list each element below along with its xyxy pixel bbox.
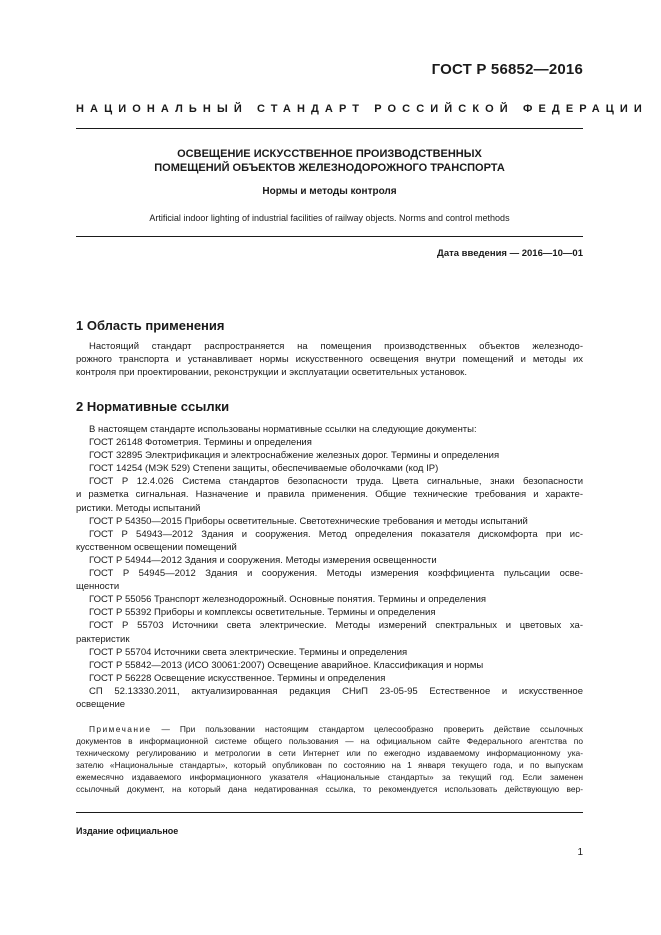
reference-line: ГОСТ 32895 Электрификация и электроснабжение железных дорог. Термины и определения [89,450,500,462]
introduction-date: Дата введения — 2016—10—01 [437,248,583,259]
reference-line: кусственном освещении помещений [76,541,237,553]
reference-line: ГОСТ Р 54943—2012 Здания и сооружения. Метод определения показателя дискомфорта при ис- [89,528,583,540]
note-line: ежемесячно издаваемого информационного указателя «Национальные стандарты» за текущий год. Если заменен [76,772,583,783]
title-line-1: ОСВЕЩЕНИЕ ИСКУССТВЕННОЕ ПРОИЗВОДСТВЕННЫХ [177,148,482,160]
reference-line: В настоящем стандарте использованы нормативные ссылки на следующие документы: [89,424,477,435]
note-paragraph [76,723,583,796]
normative-references-list [76,423,583,711]
reference-line: ГОСТ Р 54944—2012 Здания и сооружения. Методы измерения освещенности [89,554,437,566]
reference-line: ГОСТ Р 55392 Приборы и комплексы осветительные. Термины и определения [89,607,436,619]
note-line: зателю «Национальные стандарты», который опубликован по состоянию на 1 января текущего года, и по выпускам [76,760,583,771]
reference-line: рактеристик [76,633,130,645]
reference-line: и разметка сигнальная. Назначение и правила применения. Общие технические требования и характе- [76,489,583,501]
note-line: ссылочный документ, на который дана недатированная ссылка, то рекомендуется использовать действующую вер- [76,784,583,795]
note-label: Примечание [89,724,152,734]
note-line: техническому регулированию и метрологии в сети Интернет или по ежегодно издаваемому информационному ука- [76,748,583,759]
reference-line: ГОСТ Р 56228 Освещение искусственное. Термины и определения [89,672,386,684]
reference-line: ГОСТ Р 55704 Источники света электрические. Термины и определения [89,646,408,658]
reference-line: ГОСТ Р 55703 Источники света электрические. Методы измерений спектральных и цветовых ха- [89,620,583,632]
footer-rule [76,812,583,813]
title-rule [76,236,583,237]
national-standard-heading: НАЦИОНАЛЬНЫЙ СТАНДАРТ РОССИЙСКОЙ ФЕДЕРАЦИИ [76,103,648,115]
reference-line: ГОСТ Р 54945—2012 Здания и сооружения. Методы измерения коэффициента пульсации осве- [89,568,583,580]
reference-line: СП 52.13330.2011, актуализированная редакция СНиП 23-05-95 Естественное и искусственное [89,685,583,697]
section-1-line: рожного транспорта и устанавливает нормы искусственного освещения внутри помещений и методы их [76,354,583,366]
reference-line: ристики. Методы испытаний [76,502,201,514]
note-line: документов в информационной системе общего пользования — на официальном сайте Федерального агентства по [76,736,583,747]
document-subtitle: Нормы и методы контроля [262,186,397,197]
reference-line: ГОСТ 26148 Фотометрия. Термины и определения [89,437,312,449]
note-first-line [76,723,583,735]
reference-line: ГОСТ Р 55056 Транспорт железнодорожный. Основные понятия. Термины и определения [89,594,487,606]
title-line-2: ПОМЕЩЕНИЙ ОБЪЕКТОВ ЖЕЛЕЗНОДОРОЖНОГО ТРАНСПОРТА [154,162,505,174]
note-first-line-text: — При пользовании настоящим стандартом целесообразно проверить действие ссылочных [151,724,583,734]
page-number: 1 [577,847,583,858]
reference-line: ГОСТ Р 54350—2015 Приборы осветительные. Светотехнические требования и методы испытаний [89,515,528,527]
section-1-text [76,340,583,379]
reference-line: ГОСТ Р 55842—2013 (ИСО 30061:2007) Освещение аварийное. Классификация и нормы [89,659,484,671]
reference-line: освещение [76,698,126,710]
reference-line: щенности [76,581,120,593]
section-1-heading: 1 Область применения [76,318,225,333]
reference-line: ГОСТ 14254 (МЭК 529) Степени защиты, обеспечиваемые оболочками (код IP) [89,463,439,475]
section-1-line: Настоящий стандарт распространяется на помещения производственных объектов железнодо- [89,341,583,352]
official-edition-label: Издание официальное [76,826,179,836]
section-2-heading: 2 Нормативные ссылки [76,399,230,414]
document-title [76,147,583,175]
header-rule [76,128,583,129]
english-title: Artificial indoor lighting of industrial facilities of railway objects. Norms and control methods [149,213,510,223]
gost-code: ГОСТ Р 56852—2016 [431,61,583,78]
reference-line: ГОСТ Р 12.4.026 Система стандартов безопасности труда. Цвета сигнальные, знаки безопасности [89,476,583,488]
section-1-line: контроля при проектировании, реконструкции и эксплуатации осветительных установок. [76,367,467,379]
